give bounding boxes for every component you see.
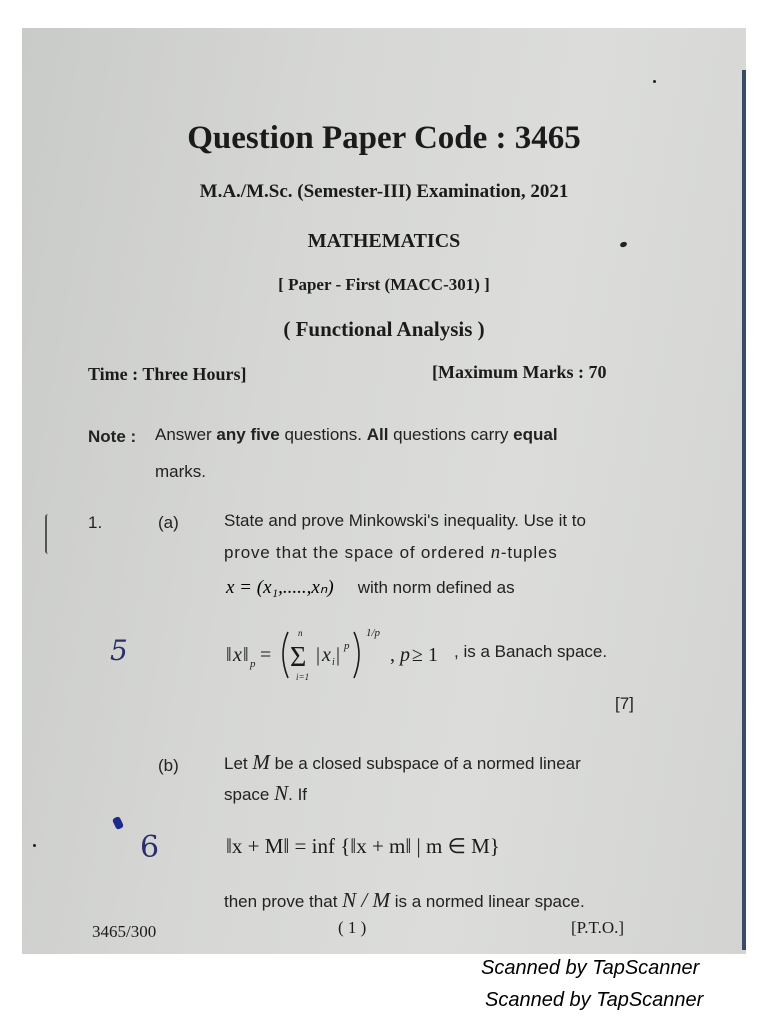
svg-text:‖: ‖ [226,644,232,666]
question-1b-line-3: then prove that N / M is a normed linear space. [224,888,585,912]
stray-dot [653,80,656,83]
footer-pto: [P.T.O.] [571,918,625,937]
note-line-1: Answer any five questions. All questions carry equal [155,425,558,444]
stray-dot [33,844,36,847]
svg-text:p: p [250,658,256,670]
svg-text:|: | [316,644,321,666]
svg-text:x: x [233,644,242,666]
paper-code-title: Question Paper Code : 3465 [187,120,581,156]
svg-text:‖: ‖ [243,644,249,666]
question-1-number: 1. [88,513,103,532]
svg-text:1/p: 1/p [366,627,381,639]
svg-text:i: i [332,657,335,668]
exam-title: M.A./M.Sc. (Semester-III) Examination, 2021 [199,181,569,202]
max-marks-label: [Maximum Marks : 70 [432,362,607,382]
question-1b-label: (b) [158,756,179,775]
topic-title: ( Functional Analysis ) [283,317,485,341]
svg-text:≥ 1: ≥ 1 [412,644,438,666]
svg-text:i=1: i=1 [296,672,310,682]
svg-text:Σ: Σ [290,642,307,673]
margin-bracket-mark [45,514,53,554]
svg-text:p: p [344,640,350,652]
svg-text:|: | [336,644,341,666]
p-norm-formula [226,624,456,684]
scanner-watermark-1: Scanned by TapScanner [481,957,700,979]
handwritten-mark-6: 6 [140,830,160,865]
svg-text:n: n [298,628,303,638]
svg-text:x: x [322,644,331,666]
footer-page-number: ( 1 ) [338,918,367,937]
time-label: Time : Three Hours] [88,364,247,384]
p-norm-formula-suffix: , is a Banach space. [454,642,608,661]
question-1a-label: (a) [158,513,179,532]
quotient-norm-formula: ‖x + M‖ = inf {‖x + m‖ | m ∈ M} [226,834,500,858]
handwritten-mark-5: 5 [110,634,128,667]
question-paper [22,28,746,954]
footer-code: 3465/300 [92,922,157,941]
subject-title: MATHEMATICS [307,230,461,252]
question-1a-marks: [7] [615,694,634,713]
svg-text:=: = [260,644,272,666]
question-1b-line-1: Let M be a closed subspace of a normed linear [224,750,581,774]
question-1b-line-2: space N. If [224,781,308,805]
scanner-watermark-2: Scanned by TapScanner [485,989,704,1011]
svg-text:p: p [400,644,410,666]
note-label: Note : [88,427,137,446]
p-norm-formula-graphic [226,624,456,684]
note-line-2: marks. [155,462,206,481]
page-edge-shadow [742,70,746,950]
question-1a-line-1: State and prove Minkowski's inequality. Use it to [224,511,586,530]
paper-title: [ Paper - First (MACC-301) ] [278,275,490,294]
ink-mark [112,816,124,830]
svg-text:,: , [390,644,395,666]
question-1a-line-2: prove that the space of ordered n-tuples [224,542,558,563]
question-1a-line-3: x = (x₁,.....,xₙ) with norm defined as [226,577,515,598]
